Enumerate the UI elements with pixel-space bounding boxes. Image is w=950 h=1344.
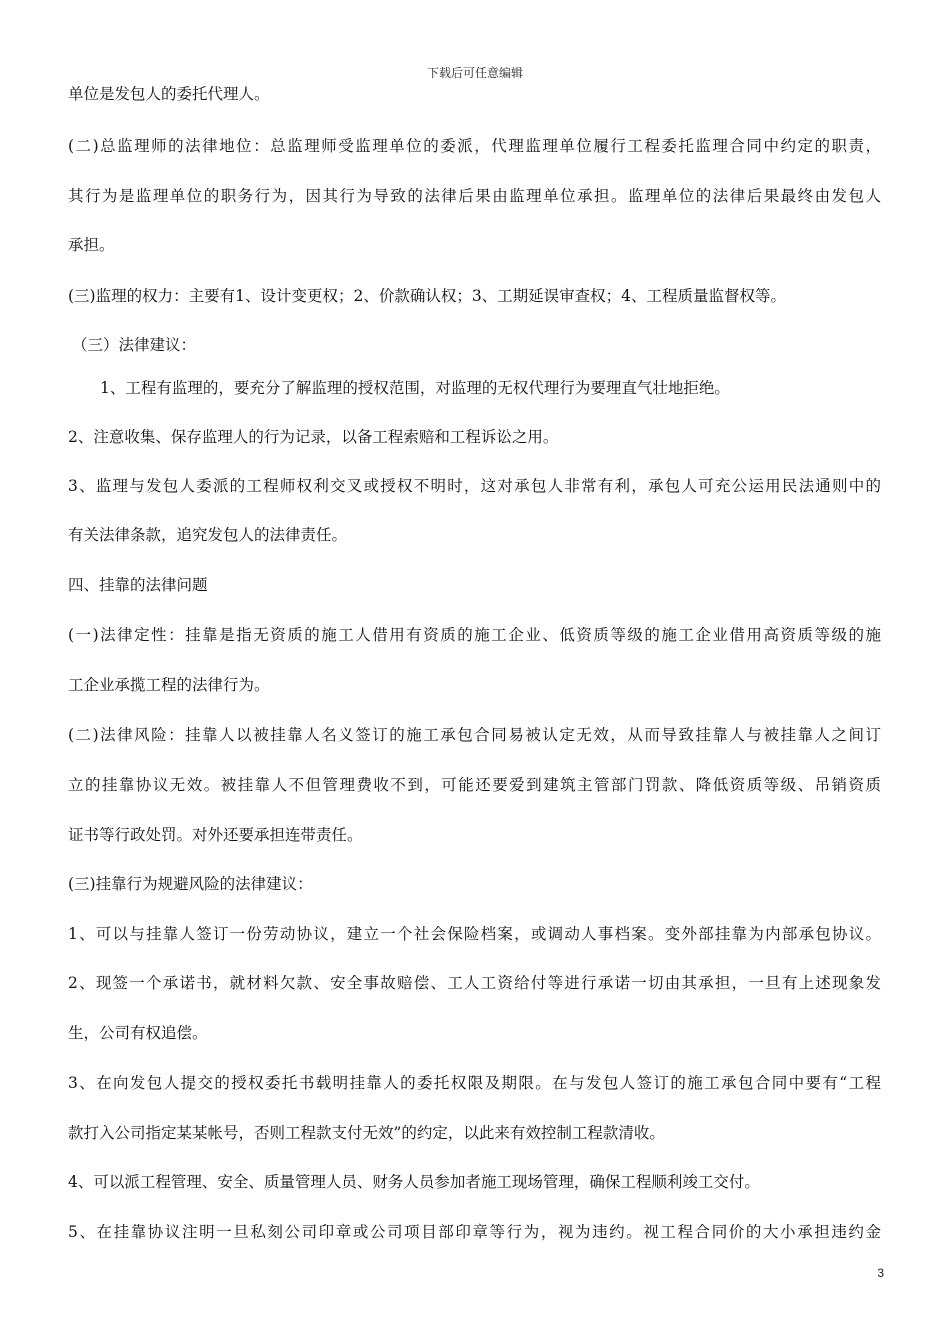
section-heading: 四、挂靠的法律问题 — [68, 576, 208, 594]
text-line: (一)法律定性：挂靠是指无资质的施工人借用有资质的施工企业、低资质等级的施工企业借用高资质等级的施 — [68, 626, 881, 644]
page-header: 下载后可任意编辑 — [426, 66, 523, 80]
text-line: 1、可以与挂靠人签订一份劳动协议，建立一个社会保险档案，或调动人事档案。变外部挂靠为内部承包协议。 — [68, 925, 881, 943]
text-line: 3、在向发包人提交的授权委托书载明挂靠人的委托权限及期限。在与发包人签订的施工承包合同中要有“工程 — [68, 1074, 881, 1092]
text-line: 1、工程有监理的，要充分了解监理的授权范围，对监理的无权代理行为要理直气壮地拒绝。 — [100, 379, 730, 397]
section-heading: （三）法律建议： — [72, 336, 197, 354]
text-line: 2、现签一个承诺书，就材料欠款、安全事故赔偿、工人工资给付等进行承诺一切由其承担，一旦有上述现象发 — [68, 974, 881, 992]
page-number: 3 — [877, 1266, 884, 1280]
text-line: 3、监理与发包人委派的工程师权利交叉或授权不明时，这对承包人非常有利，承包人可充公运用民法通则中的 — [68, 477, 881, 495]
text-line: 生，公司有权追偿。 — [68, 1024, 208, 1042]
text-line: 单位是发包人的委托代理人。 — [68, 85, 270, 103]
text-line: 其行为是监理单位的职务行为，因其行为导致的法律后果由监理单位承担。监理单位的法律后果最终由发包人 — [68, 187, 881, 205]
text-line: (三)监理的权力：主要有1、设计变更权；2、价款确认权；3、工期延误审查权；4、工程质量监督权等。 — [68, 287, 787, 305]
text-line: 立的挂靠协议无效。被挂靠人不但管理费收不到，可能还要爱到建筑主管部门罚款、降低资质等级、吊销资质 — [68, 776, 881, 794]
text-line: (三)挂靠行为规避风险的法律建议： — [68, 875, 313, 893]
text-line: 4、可以派工程管理、安全、质量管理人员、财务人员参加者施工现场管理，确保工程顺利竣工交付。 — [68, 1173, 760, 1191]
text-line: 5、在挂靠协议注明一旦私刻公司印章或公司项目部印章等行为，视为违约。视工程合同价的大小承担违约金 — [68, 1223, 881, 1241]
text-line: 工企业承揽工程的法律行为。 — [68, 676, 270, 694]
text-line: 证书等行政处罚。对外还要承担连带责任。 — [68, 826, 363, 844]
text-line: 承担。 — [68, 236, 115, 254]
text-line: 2、注意收集、保存监理人的行为记录，以备工程索赔和工程诉讼之用。 — [68, 428, 559, 446]
text-line: (二)法律风险：挂靠人以被挂靠人名义签订的施工承包合同易被认定无效，从而导致挂靠人与被挂靠人之间订 — [68, 726, 881, 744]
text-line: (二)总监理师的法律地位：总监理师受监理单位的委派，代理监理单位履行工程委托监理合同中约定的职责， — [68, 137, 881, 155]
text-line: 有关法律条款，追究发包人的法律责任。 — [68, 526, 348, 544]
text-line: 款打入公司指定某某帐号，否则工程款支付无效”的约定，以此来有效控制工程款清收。 — [68, 1124, 665, 1142]
